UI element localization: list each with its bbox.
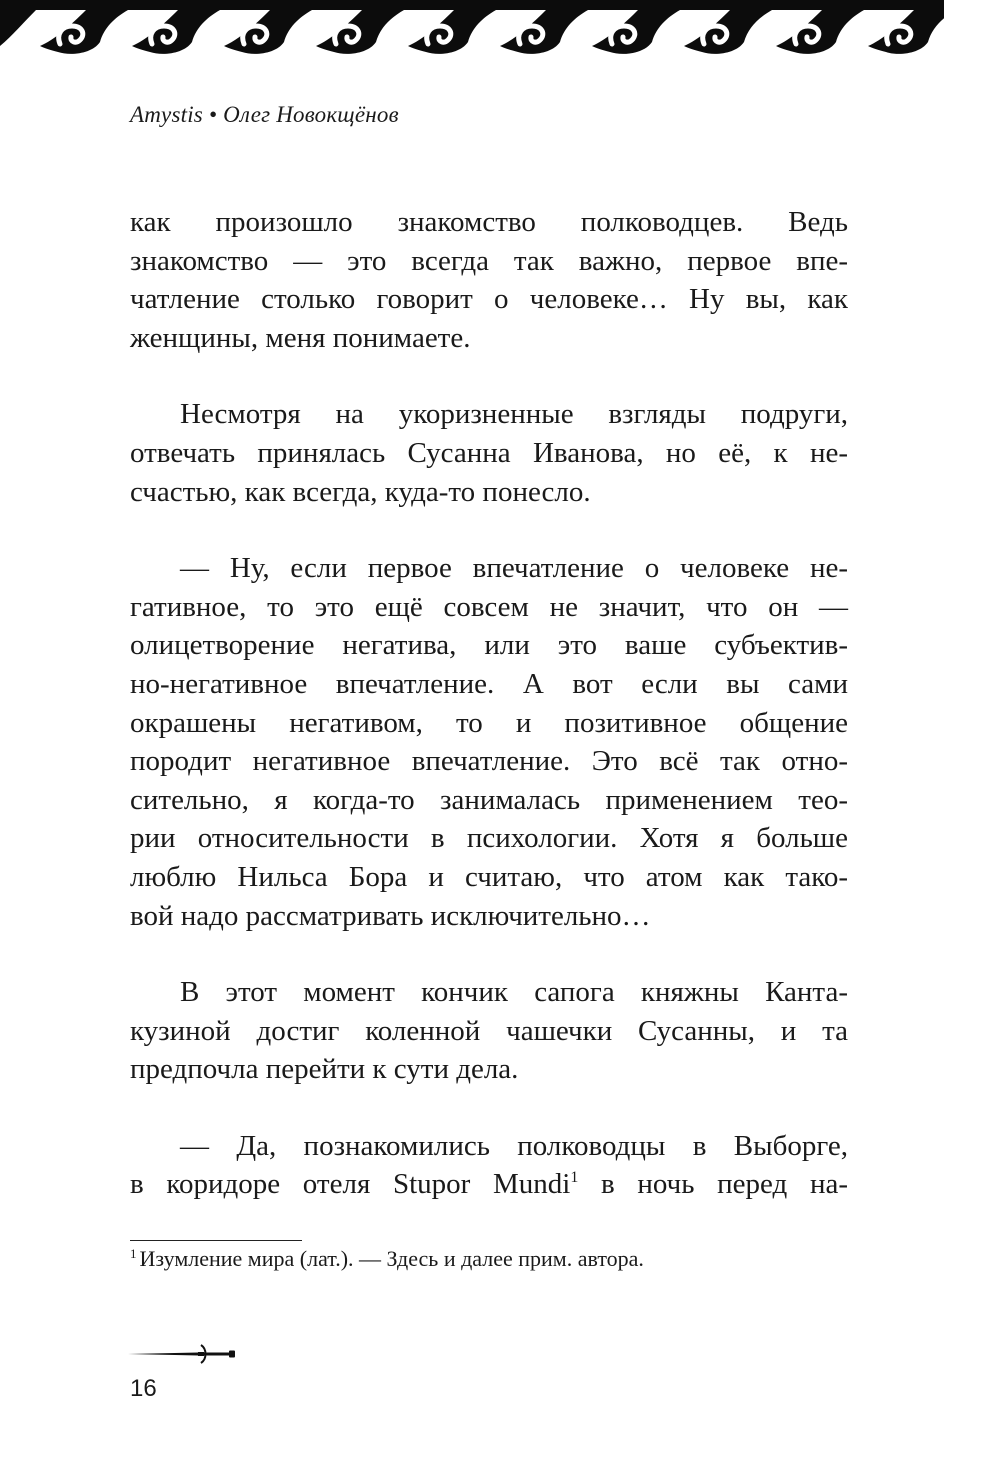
text-line: породит негативное впечатление. Это всё так отно- [130, 745, 848, 778]
body-text [130, 203, 848, 1204]
text-line [130, 1165, 848, 1204]
running-head: Amystis • Олег Новокщёнов [130, 102, 399, 127]
text-line: окрашены негативом, то и позитивное общение [130, 706, 848, 739]
text-line: предпочла перейти к сути дела. [130, 1053, 519, 1086]
text-line: отвечать принялась Сусанна Иванова, но её, к не- [130, 436, 848, 469]
text-line: кузиной достиг коленной чашечки Сусанны, и та [130, 1014, 848, 1047]
text-line: олицетворение негатива, или это ваше субъектив- [130, 629, 848, 662]
text-line: знакомство — это всегда так важно, первое впе- [130, 244, 848, 277]
text-line: гативное, то это ещё совсем не значит, что он — [130, 590, 848, 623]
text-line: рии относительности в психологии. Хотя я больше [130, 822, 848, 855]
footnote [130, 1246, 644, 1272]
text-line: чатление столько говорит о человеке… Ну вы, как [130, 283, 848, 316]
text-line: — Ну, если первое впечатление о человеке не- [180, 552, 848, 585]
wave-scroll-border-icon [0, 0, 944, 60]
text-line: сительно, я когда-то занималась применением тео- [130, 783, 848, 816]
page-number: 16 [130, 1375, 157, 1402]
text-fragment: в коридоре отеля Stupor Mundi [130, 1168, 571, 1201]
text-line: В этот момент кончик сапога княжны Канта- [180, 976, 848, 1009]
sword-icon [128, 1343, 238, 1365]
text-line: Несмотря на укоризненные взгляды подруги, [180, 398, 848, 431]
text-line: как произошло знакомство полководцев. Ведь [130, 206, 848, 238]
text-line: женщины, меня понимаете. [130, 321, 471, 354]
text-line: люблю Нильса Бора и считаю, что атом как тако- [130, 860, 848, 893]
text-line: — Да, познакомились полководцы в Выборге, [180, 1129, 848, 1162]
footnote-marker: 1 [130, 1246, 137, 1261]
text-line: вой надо рассматривать исключительно… [130, 899, 651, 932]
footnote-divider [130, 1240, 302, 1241]
footnote-ref[interactable]: 1 [570, 1169, 579, 1187]
text-line: но-негативное впечатление. А вот если вы сами [130, 667, 848, 700]
text-line: счастью, как всегда, куда-то понесло. [130, 475, 591, 508]
footnote-text: Изумление мира (лат.). — Здесь и далее прим. автора. [139, 1246, 644, 1271]
text-fragment: в ночь перед на- [601, 1168, 848, 1201]
